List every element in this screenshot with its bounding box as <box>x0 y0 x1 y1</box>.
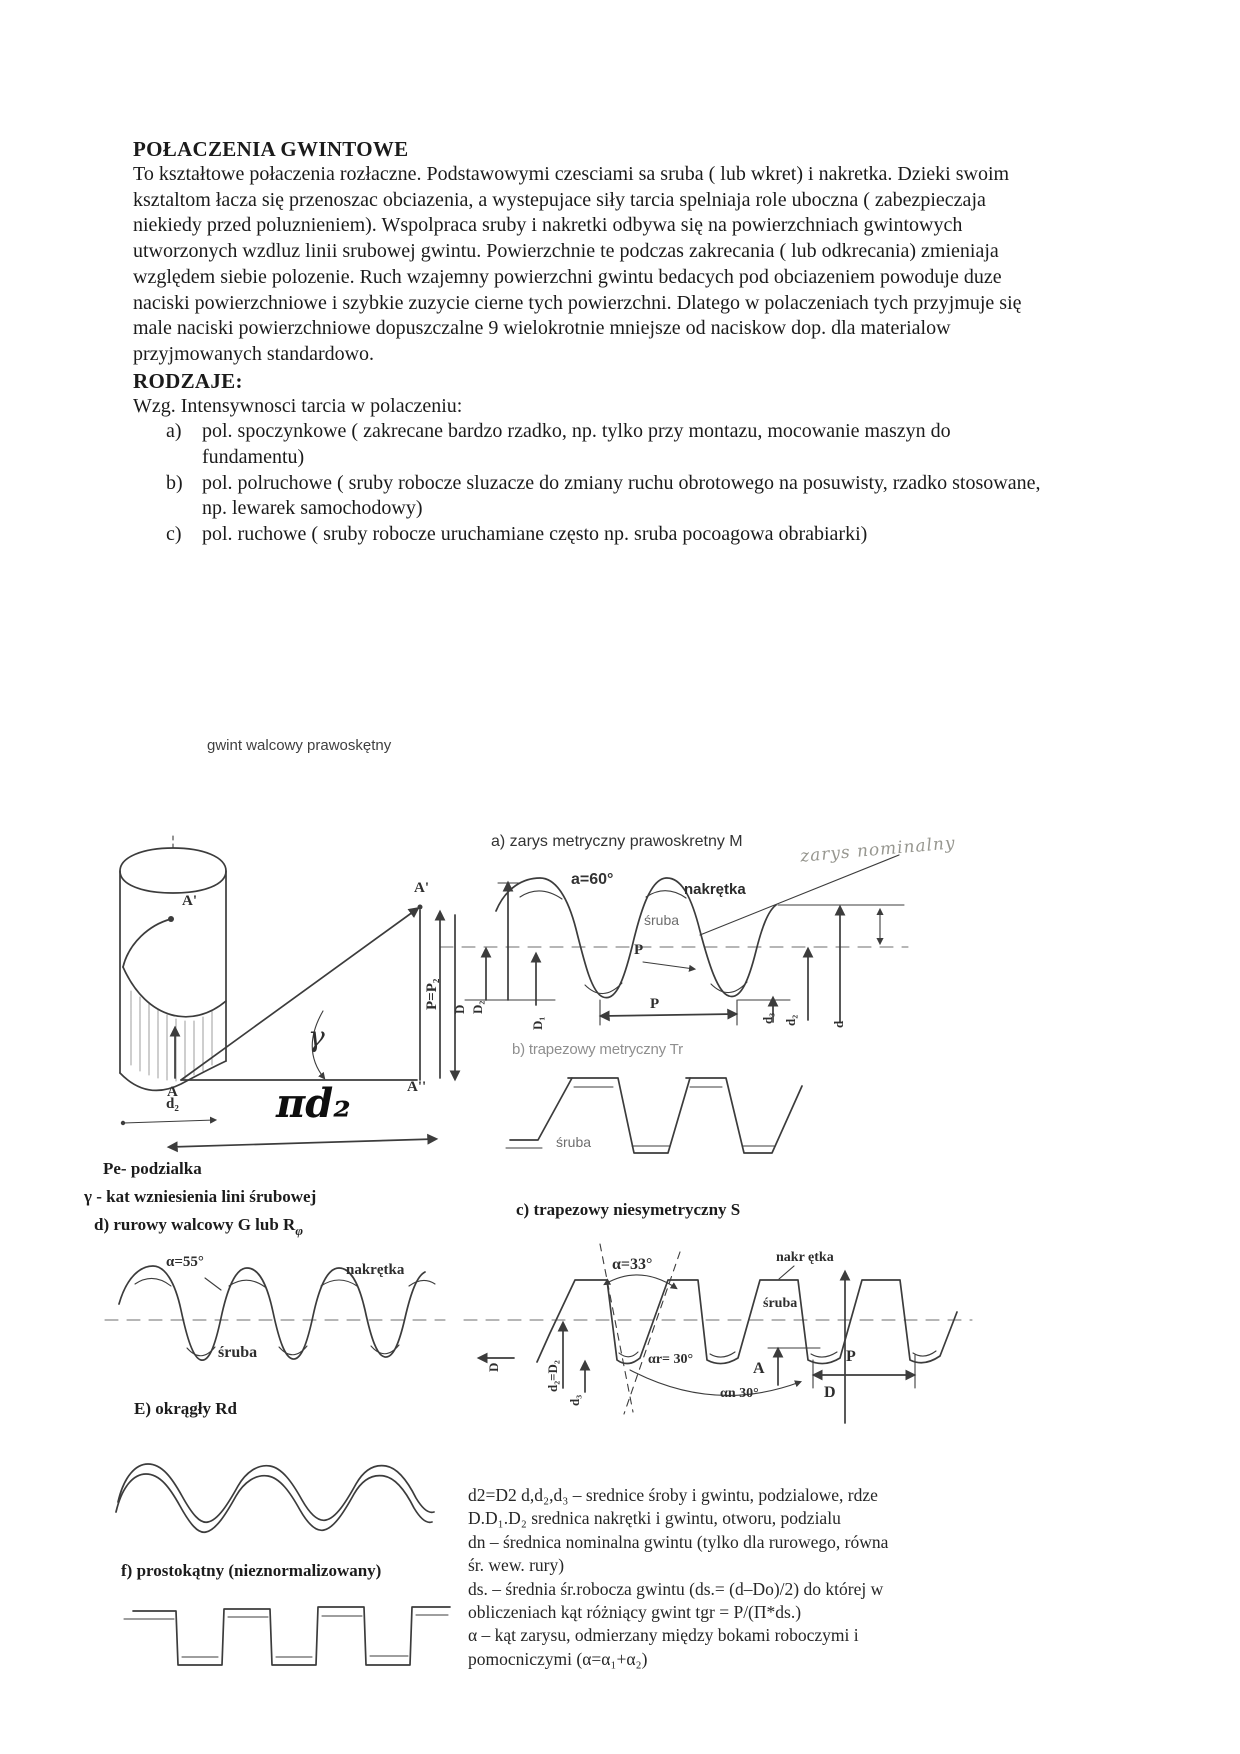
buttress-dim-d2D2: d₂=D₂ <box>545 1360 560 1392</box>
point-a-prime-label: A' <box>182 893 197 909</box>
metric-dim-D1: D₁ <box>530 1016 545 1030</box>
buttress-dim-d3: d₃ <box>567 1394 582 1406</box>
pipe-thread-caption-text: d) rurowy walcowy G lub R <box>94 1215 296 1234</box>
rodzaje-heading: RODZAJE: <box>133 368 243 393</box>
list-marker: c) <box>166 523 182 546</box>
text-block <box>133 136 1045 548</box>
metric-caption: a) zarys metryczny prawoskretny M <box>491 833 743 850</box>
list-marker: b) <box>166 471 183 494</box>
buttress-nut-label: nakr ętka <box>776 1250 834 1265</box>
gamma-angle-label: γ <box>308 1020 325 1053</box>
list-item-text: pol. ruchowe ( sruby robocze uruchamiane często np. sruba pocoagowa obrabiarki) <box>202 523 868 546</box>
round-thread-sketch <box>112 1452 437 1542</box>
metric-dim-D: D <box>452 1004 467 1014</box>
intro-paragraph: To kształtowe połaczenia rozłaczne. Podstawowymi czesciami sa sruba ( lub wkret) i nakretka. Dzieki swoim ksztaltom łacza się przenoszac obciazenia, a wystepujace siły tarcia spelniaja role uboczna ( zabezpieczaja niekiedy przed poluznieniem). Wspolpraca sruby i nakretki odbywa się na powierzchniach gwintowych utworzonych wzdluz linii srubowej gwintu. Powierzchnie te podczas zakrecania ( lub odkrecania) zmieniaja względem siebie polozenie. Ruch wzajemny powierzchni gwintu bedacych pod obciazeniem powoduje duze naciski powierzchniowe i szybkie zuzycie cierne tych powierzchni. Dlatego w polaczeniach tych przyjmuje się male naciski powierzchniowe dopuszczalne 9 wielokrotnie mniejsze od naciskow dop. dla materialow przyjmowanych standardowo. <box>133 163 1022 365</box>
note-line: α – kąt zarysu, odmierzany między bokami roboczymi i <box>468 1625 859 1646</box>
rectangular-thread-sketch <box>112 1585 462 1685</box>
metric-dim-d2: d₂ <box>783 1014 798 1026</box>
buttress-screw-label: śruba <box>763 1296 798 1311</box>
metric-angle-label: a=60° <box>571 871 614 888</box>
buttress-angle-r: αr= 30° <box>648 1352 694 1367</box>
trapezoid-thread-sketch <box>450 1058 825 1176</box>
handwritten-note: zarys nominalny <box>799 833 957 867</box>
metric-pitch-mid-label: P <box>634 942 644 958</box>
pi-d2-label: πd₂ <box>276 1080 351 1127</box>
helix-caption: gwint walcowy prawoskętny <box>207 737 392 754</box>
buttress-angle-n: αn 30° <box>720 1386 759 1401</box>
list-item <box>133 419 1045 470</box>
metric-screw-label: śruba <box>644 912 680 928</box>
metric-dim-d3: d₃ <box>760 1012 775 1024</box>
buttress-dim-P: P <box>846 1348 856 1365</box>
list-item <box>133 471 1045 522</box>
list-item-text: pol. spoczynkowe ( zakrecane bardzo rzadko, np. tylko przy montazu, mocowanie maszyn do fundamentu) <box>202 420 951 469</box>
point-a-double-label: A'' <box>407 1079 427 1095</box>
legend-pitch-line: Pe- podzialka <box>103 1159 202 1178</box>
buttress-dim-A: A <box>753 1360 765 1377</box>
trapezoid-caption: b) trapezowy metryczny Tr <box>512 1041 683 1058</box>
rodzaje-intro: Wzg. Intensywnosci tarcia w polaczeniu: <box>133 394 463 417</box>
note-line: dn – średnica nominalna gwintu (tylko dla rurowego, równa <box>468 1531 889 1552</box>
trapezoid-screw-label: śruba <box>556 1134 592 1150</box>
note-line: d2=D2 d,d₂,d₃ – srednice śroby i gwintu, podzialowe, rdze <box>468 1485 878 1505</box>
dimension-notes <box>468 1484 1048 1671</box>
pitch-label: P=P₂ <box>424 978 440 1010</box>
metric-nut-label: nakrętka <box>684 881 746 898</box>
buttress-thread-sketch <box>452 1242 1002 1442</box>
pipe-screw-label: śruba <box>218 1344 258 1361</box>
page-title: POŁACZENIA GWINTOWE <box>133 137 409 161</box>
metric-dim-D2: D₂ <box>470 1000 485 1014</box>
d2-dim-label: d₂ <box>166 1096 179 1112</box>
note-line: obliczeniach kąt różniący gwint tgr = P/(Π*ds.) <box>468 1602 802 1623</box>
rect-caption: f) prostokątny (nieznormalizowany) <box>121 1561 382 1580</box>
list-item <box>133 522 1045 548</box>
pipe-nut-label: nakrętka <box>346 1262 405 1278</box>
legend-gamma-line: γ - kat wzniesienia lini śrubowej <box>84 1187 317 1206</box>
note-line: pomocniczymi (α=α₁+α₂) <box>468 1648 648 1669</box>
round-caption: E) okrągły Rd <box>134 1399 237 1418</box>
pipe-angle-label: α=55° <box>166 1254 204 1270</box>
list-item-text: pol. polruchowe ( sruby robocze sluzacze do zmiany ruchu obrotowego na posuwisty, rzadko stosowane, np. lewarek samochodowy) <box>202 471 1041 520</box>
buttress-dim-left-D: D <box>486 1362 501 1372</box>
buttress-angle-top: α=33° <box>612 1256 653 1273</box>
buttress-dim-D: D <box>824 1384 836 1401</box>
metric-dim-d: d <box>831 1020 846 1028</box>
note-line: D.D₁.D₂ srednica nakrętki i gwintu, otworu, podzialu <box>468 1508 841 1529</box>
list-marker: a) <box>166 420 182 443</box>
metric-thread-sketch <box>438 853 910 1038</box>
pipe-thread-caption <box>94 1215 303 1239</box>
buttress-caption: c) trapezowy niesymetryczny S <box>516 1200 741 1219</box>
pipe-thread-caption-sub: φ <box>295 1223 303 1238</box>
point-a-label: A <box>167 1084 178 1100</box>
note-line: ds. – średnia śr.robocza gwintu (ds.= (d–Do)/2) do której w <box>468 1578 884 1599</box>
metric-pitch-bottom-label: P <box>650 996 660 1012</box>
apex-a-prime-label: A' <box>414 880 429 896</box>
note-line: śr. wew. rury) <box>468 1555 565 1576</box>
